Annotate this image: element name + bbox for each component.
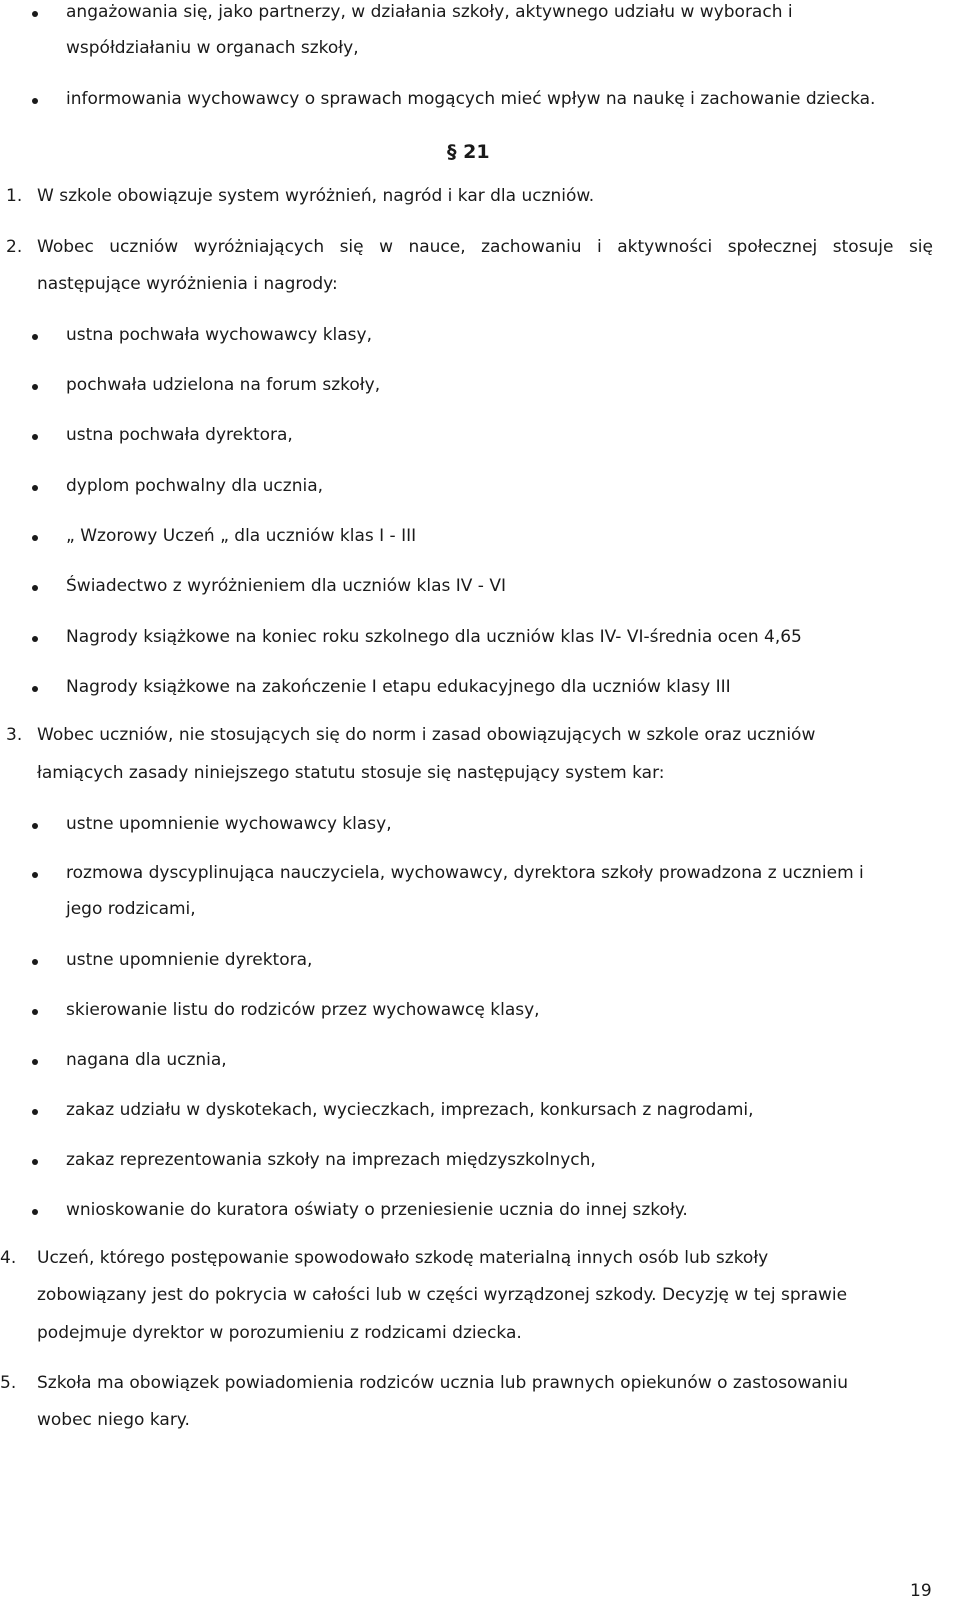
- reward-item: Świadectwo z wyróżnieniem dla uczniów klas IV - VI: [66, 576, 506, 596]
- paragraph-4-number: 4.: [0, 1248, 17, 1268]
- paragraph-3-line-1: Wobec uczniów, nie stosujących się do norm i zasad obowiązujących w szkole oraz uczniów: [37, 725, 816, 745]
- paragraph-5-number: 5.: [0, 1373, 17, 1393]
- penalty-item: ustne upomnienie dyrektora,: [66, 950, 313, 970]
- bullet-icon: [32, 98, 38, 104]
- bullet-icon: [32, 959, 38, 965]
- reward-item: Nagrody książkowe na koniec roku szkolnego dla uczniów klas IV- VI-średnia ocen 4,65: [66, 627, 802, 647]
- penalty-item: zakaz udziału w dyskotekach, wycieczkach, imprezach, konkursach z nagrodami,: [66, 1100, 754, 1120]
- section-heading: § 21: [447, 141, 490, 163]
- bullet-icon: [32, 1159, 38, 1165]
- bullet-icon: [32, 872, 38, 878]
- bullet-icon: [32, 434, 38, 440]
- bullet-icon: [32, 686, 38, 692]
- reward-item: ustna pochwała wychowawcy klasy,: [66, 325, 373, 345]
- reward-item: Nagrody książkowe na zakończenie I etapu edukacyjnego dla uczniów klasy III: [66, 677, 731, 697]
- paragraph-3-number: 3.: [6, 725, 23, 745]
- intro-bullet-1-line-1: angażowania się, jako partnerzy, w działania szkoły, aktywnego udziału w wyborach i: [66, 2, 793, 22]
- bullet-icon: [32, 334, 38, 340]
- penalty-item: wnioskowanie do kuratora oświaty o przeniesienie ucznia do innej szkoły.: [66, 1200, 688, 1220]
- penalty-item: nagana dla ucznia,: [66, 1050, 227, 1070]
- penalty-item: rozmowa dyscyplinująca nauczyciela, wychowawcy, dyrektora szkoły prowadzona z uczniem i: [66, 863, 864, 883]
- bullet-icon: [32, 1109, 38, 1115]
- bullet-icon: [32, 485, 38, 491]
- penalty-item: ustne upomnienie wychowawcy klasy,: [66, 814, 392, 834]
- reward-item: ustna pochwała dyrektora,: [66, 425, 293, 445]
- paragraph-5-line-1: Szkoła ma obowiązek powiadomienia rodziców ucznia lub prawnych opiekunów o zastosowaniu: [37, 1373, 849, 1393]
- paragraph-5-line-2: wobec niego kary.: [37, 1410, 190, 1430]
- penalty-item: zakaz reprezentowania szkoły na imprezach międzyszkolnych,: [66, 1150, 596, 1170]
- bullet-icon: [32, 636, 38, 642]
- bullet-icon: [32, 823, 38, 829]
- bullet-icon: [32, 384, 38, 390]
- intro-bullet-2: informowania wychowawcy o sprawach mogących mieć wpływ na naukę i zachowanie dziecka.: [66, 89, 876, 109]
- bullet-icon: [32, 585, 38, 591]
- reward-item: pochwała udzielona na forum szkoły,: [66, 375, 381, 395]
- paragraph-4-line-3: podejmuje dyrektor w porozumieniu z rodzicami dziecka.: [37, 1323, 522, 1343]
- intro-bullet-1-line-2: współdziałaniu w organach szkoły,: [66, 38, 359, 58]
- bullet-icon: [32, 1209, 38, 1215]
- paragraph-2-number: 2.: [6, 237, 23, 257]
- bullet-icon: [32, 535, 38, 541]
- penalty-item-continuation: jego rodzicami,: [66, 899, 196, 919]
- page-number: 19: [910, 1581, 932, 1601]
- paragraph-3-line-2: łamiących zasady niniejszego statutu stosuje się następujący system kar:: [37, 763, 665, 783]
- paragraph-2-line-1: Wobec uczniów wyróżniających się w nauce, zachowaniu i aktywności społecznej stosuje się: [37, 237, 933, 257]
- paragraph-4-line-1: Uczeń, którego postępowanie spowodowało szkodę materialną innych osób lub szkoły: [37, 1248, 769, 1268]
- paragraph-1-number: 1.: [6, 186, 23, 206]
- bullet-icon: [32, 1059, 38, 1065]
- bullet-icon: [32, 1009, 38, 1015]
- paragraph-2-line-2: następujące wyróżnienia i nagrody:: [37, 274, 338, 294]
- reward-item: „ Wzorowy Uczeń „ dla uczniów klas I - III: [66, 526, 417, 546]
- paragraph-1-text: W szkole obowiązuje system wyróżnień, nagród i kar dla uczniów.: [37, 186, 595, 206]
- bullet-icon: [32, 11, 38, 17]
- penalty-item: skierowanie listu do rodziców przez wychowawcę klasy,: [66, 1000, 540, 1020]
- reward-item: dyplom pochwalny dla ucznia,: [66, 476, 324, 496]
- paragraph-4-line-2: zobowiązany jest do pokrycia w całości lub w części wyrządzonej szkody. Decyzję w tej sprawie: [37, 1285, 848, 1305]
